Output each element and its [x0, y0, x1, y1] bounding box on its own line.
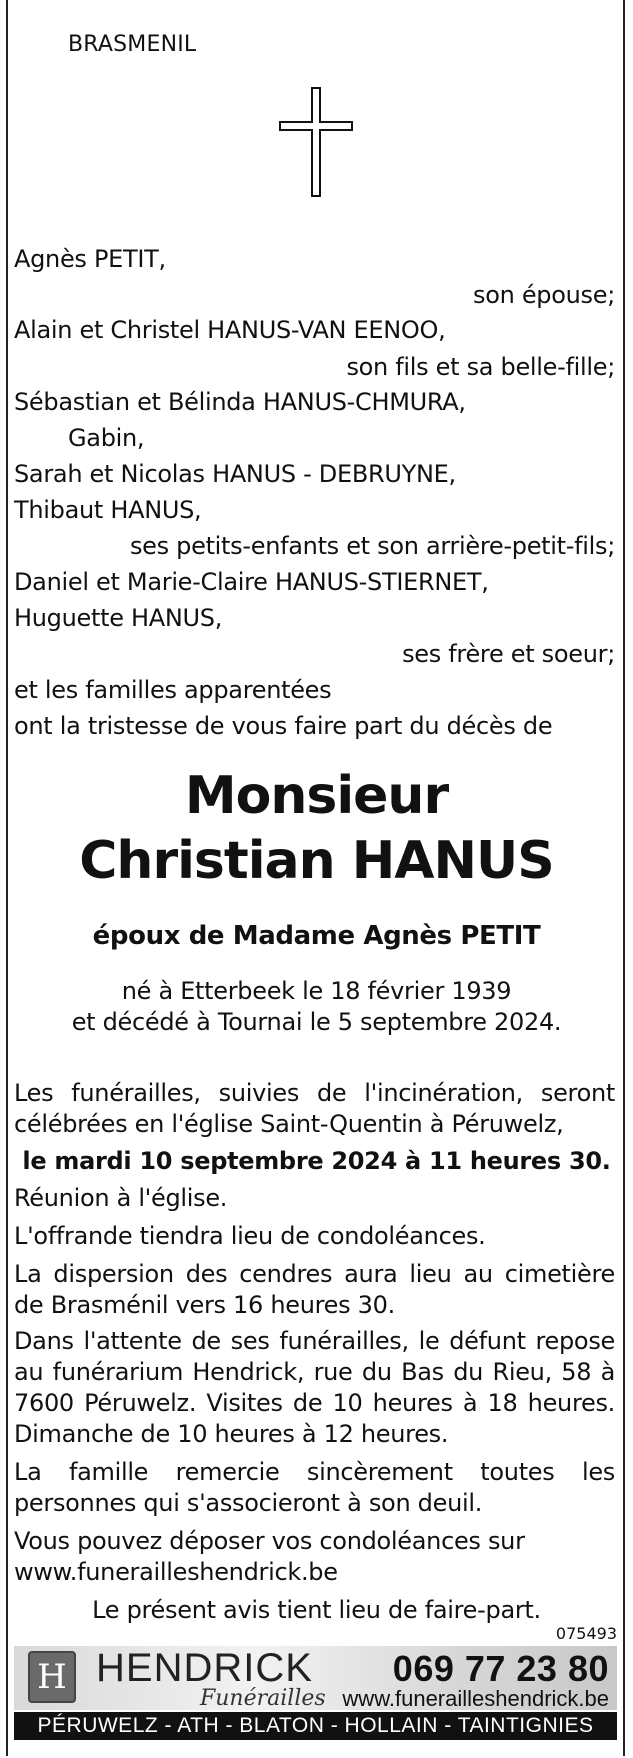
family-line: ont la tristesse de vous faire part du décès de — [14, 712, 553, 740]
cross-icon — [277, 87, 355, 197]
family-line: Sébastian et Bélinda HANUS-CHMURA, — [14, 388, 466, 416]
rest-line: Dimanche de 10 heures à 12 heures. — [14, 1420, 449, 1448]
birth-line: né à Etterbeek le 18 février 1939 — [121, 977, 512, 1005]
funeral-line: Les funérailles, suivies de l'incinération, seront — [14, 1079, 615, 1107]
rest-line: au funérarium Hendrick, rue du Bas du Rieu, 58 à — [14, 1358, 615, 1386]
thanks-line: La famille remercie sincèrement toutes les — [14, 1458, 615, 1486]
condolences-url: www.funerailleshendrick.be — [14, 1558, 338, 1586]
relation-line: ses petits-enfants et son arrière-petit-fils; — [129, 532, 615, 560]
notice-line: Le présent avis tient lieu de faire-part. — [92, 1596, 541, 1624]
family-line: et les familles apparentées — [14, 676, 332, 704]
town-name: BRASMENIL — [68, 32, 197, 57]
relation-line: ses frère et soeur; — [402, 640, 615, 668]
family-line: Gabin, — [68, 424, 145, 452]
family-line: Daniel et Marie-Claire HANUS-STIERNET, — [14, 568, 489, 596]
family-line: Huguette HANUS, — [14, 604, 223, 632]
thanks-line: personnes qui s'associeront à son deuil. — [14, 1489, 483, 1517]
brand-script: Funérailles — [200, 1686, 326, 1711]
dispersion-line: La dispersion des cendres aura lieu au cimetière — [14, 1260, 615, 1288]
cities-bar: PÉRUWELZ - ATH - BLATON - HOLLAIN - TAINTIGNIES — [14, 1712, 617, 1740]
family-line: Agnès PETIT, — [14, 245, 166, 273]
family-line: Sarah et Nicolas HANUS - DEBRUYNE, — [14, 460, 456, 488]
condolences-line: Vous pouvez déposer vos condoléances sur — [14, 1527, 525, 1555]
death-line: et décédé à Tournai le 5 septembre 2024. — [71, 1008, 562, 1036]
hendrick-logo-icon: H — [28, 1651, 76, 1703]
dispersion-line: de Brasménil vers 16 heures 30. — [14, 1291, 395, 1319]
deceased-name: Christian HANUS — [79, 831, 554, 891]
funeral-line: célébrées en l'église Saint-Quentin à Péruwelz, — [14, 1110, 564, 1138]
meeting-line: Réunion à l'église. — [14, 1184, 228, 1212]
reference-number: 075493 — [555, 1624, 617, 1643]
relation-line: son fils et sa belle-fille; — [346, 353, 615, 381]
funeral-home-banner — [14, 1646, 617, 1754]
deceased-title: Monsieur — [184, 766, 449, 826]
family-line: Thibaut HANUS, — [14, 496, 202, 524]
spouse-line: époux de Madame Agnès PETIT — [92, 921, 541, 951]
website-link[interactable]: www.funerailleshendrick.be — [342, 1686, 609, 1711]
funeral-date: le mardi 10 septembre 2024 à 11 heures 30. — [22, 1147, 611, 1175]
offering-line: L'offrande tiendra lieu de condoléances. — [14, 1222, 486, 1250]
phone-number: 069 77 23 80 — [392, 1648, 609, 1689]
family-line: Alain et Christel HANUS-VAN EENOO, — [14, 316, 446, 344]
rest-line: 7600 Péruwelz. Visites de 10 heures à 18 heures. — [14, 1389, 615, 1417]
relation-line: son épouse; — [473, 281, 615, 309]
rest-line: Dans l'attente de ses funérailles, le défunt repose — [14, 1327, 615, 1355]
brand-name: HENDRICK — [96, 1646, 313, 1690]
